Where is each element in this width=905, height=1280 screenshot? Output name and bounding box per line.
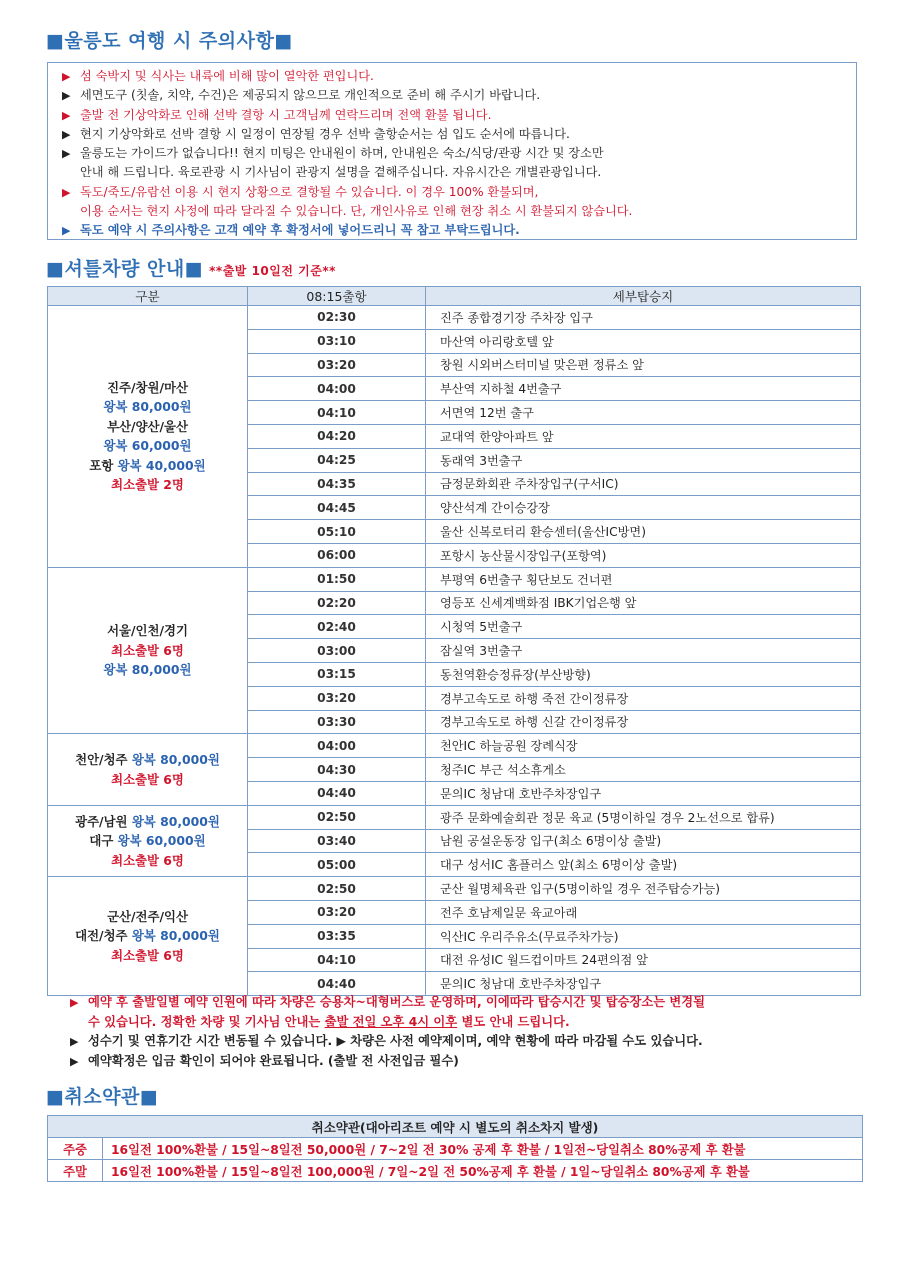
shuttle-title [46,254,336,281]
boarding-stop: 전주 호남제일문 육교아래 [426,900,861,924]
region-line [48,770,247,790]
header-stop: 세부탑승지 [426,287,861,306]
table-row [48,877,861,901]
boarding-stop: 문의IC 청남대 호반주차장입구 [426,972,861,996]
region-text: 왕복 40,000원 [117,457,206,473]
region-cell [48,805,248,876]
arrow-marker-icon: ▶ [62,185,71,199]
note-text: 성수기 및 연휴기간 시간 변동될 수 있습니다. ▶ 차량은 사전 예약제이며, 예약 현황에 따라 마감될 수도 있습니다. [88,1034,703,1048]
region-text: 최소출발 6명 [111,642,184,658]
departure-time: 03:10 [248,329,426,353]
departure-time: 04:25 [248,448,426,472]
boarding-stop: 포항시 농산물시장입구(포항역) [426,543,861,567]
notice-text: 울릉도는 가이드가 없습니다!! 현지 미팅은 안내원이 하며, 안내원은 숙소/식당/관광 시간 및 장소만 [80,146,604,161]
region-text: 왕복 80,000원 [131,752,220,768]
region-line [48,946,247,966]
region-line [48,660,247,680]
cancel-title: ■취소약관■ [46,1086,159,1108]
region-text: 광주/남원 [75,813,132,829]
departure-time: 03:20 [248,686,426,710]
region-line [48,926,247,946]
arrow-marker-icon: ▶ [62,108,71,122]
region-text: 진주/창원/마산 [107,379,188,395]
boarding-stop: 금정문화회관 주차장입구(구서IC) [426,472,861,496]
region-text: 왕복 60,000원 [117,833,206,849]
boarding-stop: 대구 성서IC 홈플러스 앞(최소 6명이상 출발) [426,853,861,877]
region-line [48,417,247,437]
note-marker: ▶ [70,1035,79,1048]
boarding-stop: 잠실역 3번출구 [426,639,861,663]
region-line [48,378,247,398]
boarding-stop: 부평역 6번출구 횡단보도 건너편 [426,567,861,591]
departure-time: 03:20 [248,900,426,924]
note-text: 예약 후 출발일별 예약 인원에 따라 차량은 승용차~대형버스로 운영하며, 이에따라 탑승시간 및 탑승장소는 변경될 [88,995,706,1009]
region-text: 천안/청주 [75,752,132,768]
region-cell [48,734,248,805]
departure-time: 04:00 [248,734,426,758]
arrow-marker-icon: ▶ [62,147,71,161]
arrow-marker-icon: ▶ [62,224,71,238]
departure-time: 03:15 [248,662,426,686]
notice-text: 섬 숙박지 및 식사는 내륙에 비해 많이 열악한 편입니다. [80,69,374,83]
region-line [48,397,247,417]
header-time: 08:15출항 [248,287,426,306]
region-line [48,621,247,641]
departure-time: 05:00 [248,853,426,877]
region-text: 최소출발 6명 [111,852,184,868]
boarding-stop: 남원 공설운동장 입구(최소 6명이상 출발) [426,829,861,853]
shuttle-header-row [48,287,861,306]
region-line [48,750,247,770]
notice-line [62,221,856,240]
note-text: 별도 안내 드립니다. [457,1014,570,1029]
shuttle-note-peak [70,1032,860,1052]
boarding-stop: 동래역 3번출구 [426,448,861,472]
region-text: 대구 [89,833,118,849]
departure-time: 02:50 [248,877,426,901]
arrow-marker-icon: ▶ [62,127,71,141]
region-cell [48,567,248,734]
table-row [48,306,861,330]
notice-line [62,183,856,202]
departure-time: 03:30 [248,710,426,734]
arrow-marker-icon: ▶ [62,70,71,83]
shuttle-table [47,286,861,996]
region-text: 최소출발 2명 [111,477,184,493]
departure-time: 03:35 [248,924,426,948]
region-line [48,831,247,851]
shuttle-subtitle: **출발 10일전 기준** [209,264,336,278]
boarding-stop: 익산IC 우리주유소(무료주차가능) [426,924,861,948]
cancel-policy: 16일전 100%환불 / 15일~8일전 50,000원 / 7~2일 전 30% 공제 후 환불 / 1일전~당일취소 80%공제 후 환불 [103,1138,863,1160]
departure-time: 02:20 [248,591,426,615]
table-row [48,805,861,829]
region-cell [48,306,248,568]
cancel-policy: 16일전 100%환불 / 15일~8일전 100,000원 / 7일~2일 전 50%공제 후 환불 / 1일~당일취소 80%공제 후 환불 [103,1160,863,1182]
departure-time: 04:20 [248,424,426,448]
boarding-stop: 울산 신복로터리 환승센터(울산IC방면) [426,520,861,544]
shuttle-note-vehicle [70,993,860,1013]
notice-line [62,202,856,221]
departure-time: 04:30 [248,758,426,782]
region-line [48,456,247,476]
region-line [48,812,247,832]
region-text: 서울/인천/경기 [107,623,188,639]
region-text: 대전/청주 [75,928,132,944]
notice-line [62,125,856,144]
boarding-stop: 천안IC 하늘공원 장례식장 [426,734,861,758]
region-text: 왕복 80,000원 [131,813,220,829]
note-underline: 출발 전일 오후 4시 이후 [324,1014,458,1029]
boarding-stop: 교대역 한양아파트 앞 [426,424,861,448]
notice-line [62,67,856,86]
note-marker: ▶ [70,996,79,1009]
departure-time: 03:20 [248,353,426,377]
notice-text: 현지 기상악화로 선박 결항 시 일정이 연장될 경우 선박 출항순서는 섬 입도 순서에 따릅니다. [80,126,570,141]
table-row [48,567,861,591]
region-text: 부산/양산/울산 [107,418,188,434]
boarding-stop: 창원 시외버스터미널 맞은편 정류소 앞 [426,353,861,377]
departure-time: 02:50 [248,805,426,829]
note-text: 수 있습니다. 정확한 차량 및 기사님 안내는 [88,1014,325,1029]
cancel-day-type: 주중 [48,1138,103,1160]
notice-text: 이용 순서는 현지 사정에 따라 달라질 수 있습니다. 단, 개인사유로 인해 현장 취소 시 환불되지 않습니다. [80,204,633,219]
region-text: 왕복 80,000원 [131,928,220,944]
region-text: 군산/전주/익산 [107,908,188,924]
boarding-stop: 경부고속도로 하행 죽전 간이정류장 [426,686,861,710]
header-region: 구분 [48,287,248,306]
boarding-stop: 대전 유성IC 월드컵이마트 24편의점 앞 [426,948,861,972]
boarding-stop: 광주 문화예술회관 정문 육교 (5명이하일 경우 2노선으로 합류) [426,805,861,829]
departure-time: 04:10 [248,401,426,425]
boarding-stop: 양산석계 간이승강장 [426,496,861,520]
departure-time: 02:40 [248,615,426,639]
notice-box [47,62,857,240]
notice-text: 독도 예약 시 주의사항은 고객 예약 후 확정서에 넣어드리니 꼭 참고 부탁드립니다. [80,223,520,238]
boarding-stop: 경부고속도로 하행 신갈 간이정류장 [426,710,861,734]
boarding-stop: 마산역 아리랑호텔 앞 [426,329,861,353]
note-text: 예약확정은 입금 확인이 되어야 완료됩니다. (출발 전 사전입금 필수) [88,1053,459,1068]
departure-time: 04:40 [248,781,426,805]
region-line [48,851,247,871]
cancel-header: 취소약관(대아리조트 예약 시 별도의 취소차지 발생) [48,1116,863,1138]
notice-title: ■울릉도 여행 시 주의사항■ [46,30,293,52]
departure-time: 04:35 [248,472,426,496]
departure-time: 04:45 [248,496,426,520]
notice-line [62,86,856,105]
region-line [48,475,247,495]
table-row [48,1160,863,1182]
departure-time: 03:40 [248,829,426,853]
notice-line [62,163,856,182]
departure-time: 04:40 [248,972,426,996]
departure-time: 04:10 [248,948,426,972]
region-text: 왕복 60,000원 [103,438,192,454]
arrow-marker-icon: ▶ [62,89,71,103]
notice-text: 독도/죽도/유람선 이용 시 현지 상황으로 결항될 수 있습니다. 이 경우 100% 환불되며, [80,184,539,199]
boarding-stop: 문의IC 청남대 호반주차장입구 [426,781,861,805]
cancel-day-type: 주말 [48,1160,103,1182]
departure-time: 01:50 [248,567,426,591]
region-text: 포항 [89,457,118,473]
notice-text: 세면도구 (칫솔, 치약, 수건)은 제공되지 않으므로 개인적으로 준비 해 주시기 바랍니다. [80,88,541,103]
shuttle-note-deposit [70,1052,860,1072]
departure-time: 05:10 [248,520,426,544]
region-text: 최소출발 6명 [111,947,184,963]
table-row [48,734,861,758]
shuttle-title-text: ■셔틀차량 안내■ [46,258,204,280]
region-line [48,436,247,456]
notice-text: 안내 해 드립니다. 육로관광 시 기사님이 관광지 설명을 곁해주십니다. 자유시간은 개별관광입니다. [80,165,602,180]
departure-time: 04:00 [248,377,426,401]
boarding-stop: 영등포 신세계백화점 IBK기업은행 앞 [426,591,861,615]
notice-line [62,144,856,163]
region-cell [48,877,248,996]
region-line [48,907,247,927]
boarding-stop: 진주 종합경기장 주차장 입구 [426,306,861,330]
region-text: 최소출발 6명 [111,771,184,787]
shuttle-note-vehicle-cont [70,1013,860,1033]
boarding-stop: 동천역환승정류장(부산방향) [426,662,861,686]
shuttle-notes [70,993,860,1071]
table-row [48,1138,863,1160]
region-text: 왕복 80,000원 [103,399,192,415]
cancel-table [47,1115,863,1182]
departure-time: 03:00 [248,639,426,663]
boarding-stop: 시청역 5번출구 [426,615,861,639]
region-text: 왕복 80,000원 [103,662,192,678]
boarding-stop: 부산역 지하철 4번출구 [426,377,861,401]
boarding-stop: 청주IC 부근 석소휴게소 [426,758,861,782]
boarding-stop: 군산 월명체육관 입구(5명이하일 경우 전주탑승가능) [426,877,861,901]
note-marker: ▶ [70,1054,79,1068]
region-line [48,641,247,661]
notice-line [62,106,856,125]
departure-time: 06:00 [248,543,426,567]
departure-time: 02:30 [248,306,426,330]
boarding-stop: 서면역 12번 출구 [426,401,861,425]
notice-text: 출발 전 기상악화로 인해 선박 결항 시 고객님께 연락드리며 전액 환불 됩니다. [80,107,492,122]
